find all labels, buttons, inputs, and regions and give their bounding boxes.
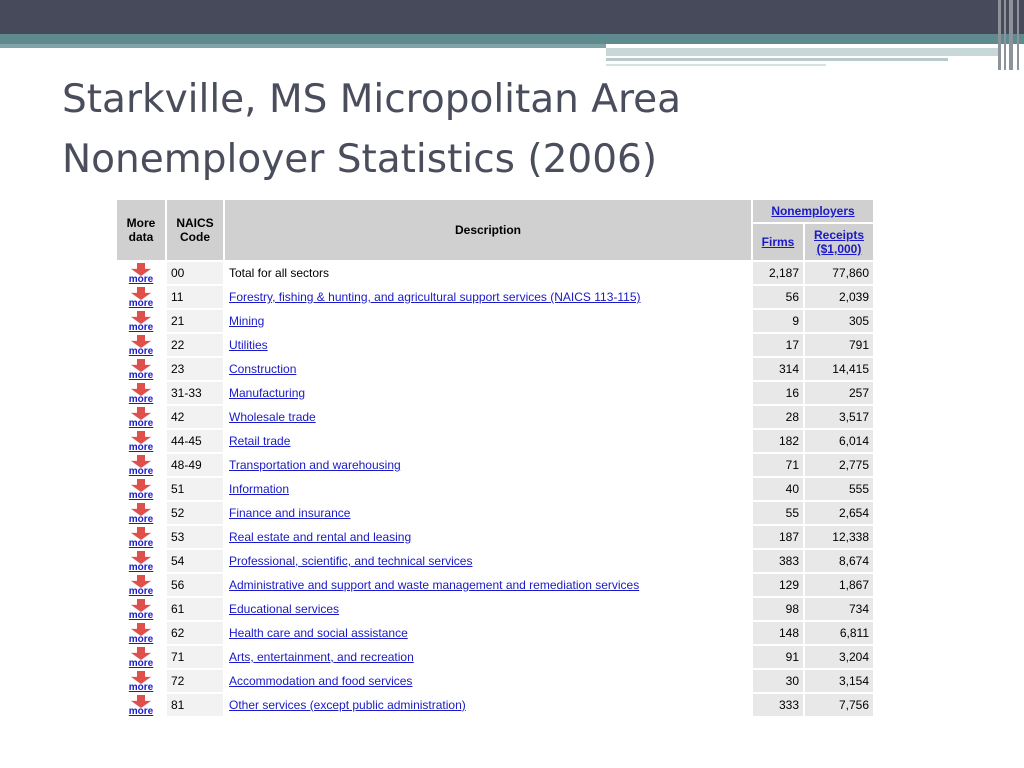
description-cell [225,310,751,332]
firms-cell: 40 [753,478,803,500]
description-cell [225,622,751,644]
more-arrow-icon[interactable] [126,455,156,475]
description-cell [225,574,751,596]
more-label: more [128,706,154,717]
receipts-cell: 3,204 [805,646,873,668]
more-arrow-icon[interactable] [126,551,156,571]
slide-accent-line [0,44,606,48]
firms-cell: 314 [753,358,803,380]
slide-title [62,70,681,190]
more-data-cell [117,310,165,332]
description-link[interactable]: Manufacturing [229,386,306,400]
firms-cell: 91 [753,646,803,668]
more-arrow-icon[interactable] [126,527,156,547]
more-label: more [128,658,154,669]
more-arrow-icon[interactable] [126,575,156,595]
description-link[interactable]: Arts, entertainment, and recreation [229,650,414,664]
more-arrow-icon[interactable] [126,503,156,523]
naics-code-cell: 21 [167,310,223,332]
receipts-cell: 2,039 [805,286,873,308]
firms-sort-link[interactable]: Firms [761,235,795,249]
table-row [117,382,873,404]
description-cell [225,550,751,572]
naics-code-cell: 51 [167,478,223,500]
table-row [117,406,873,428]
firms-cell: 55 [753,502,803,524]
more-data-cell [117,478,165,500]
description-link[interactable]: Accommodation and food services [229,674,413,688]
more-label: more [128,682,154,693]
description-cell [225,430,751,452]
naics-code-cell: 61 [167,598,223,620]
receipts-cell: 3,517 [805,406,873,428]
more-label: more [128,394,154,405]
more-data-cell [117,598,165,620]
table-row [117,358,873,380]
table-row [117,334,873,356]
more-data-cell [117,694,165,716]
more-label: more [128,442,154,453]
firms-cell: 28 [753,406,803,428]
table-row [117,646,873,668]
description-link[interactable]: Transportation and warehousing [229,458,401,472]
description-header: Description [225,200,751,260]
more-label: more [128,370,154,381]
naics-code-cell: 22 [167,334,223,356]
receipts-sort-link[interactable]: Receipts ($1,000) [813,228,865,256]
more-label: more [128,610,154,621]
more-arrow-icon[interactable] [126,599,156,619]
naics-code-cell: 54 [167,550,223,572]
naics-code-cell: 52 [167,502,223,524]
more-data-cell [117,670,165,692]
naics-code-header: NAICS Code [167,200,223,260]
table-row [117,574,873,596]
slide-accent-line [606,64,826,66]
description-cell [225,406,751,428]
firms-cell: 182 [753,430,803,452]
table-row [117,310,873,332]
more-data-cell [117,358,165,380]
description-cell [225,670,751,692]
description-link[interactable]: Utilities [229,338,268,352]
description-cell [225,334,751,356]
firms-cell: 17 [753,334,803,356]
receipts-cell: 305 [805,310,873,332]
more-data-cell [117,454,165,476]
firms-cell: 30 [753,670,803,692]
more-data-cell [117,430,165,452]
description-cell [225,694,751,716]
more-arrow-icon[interactable] [126,623,156,643]
more-data-cell [117,502,165,524]
description-link[interactable]: Forestry, fishing & hunting, and agricultural support services (NAICS 113-115) [229,290,641,304]
more-data-cell [117,526,165,548]
description-link[interactable]: Health care and social assistance [229,626,408,640]
naics-code-cell: 71 [167,646,223,668]
receipts-cell: 257 [805,382,873,404]
more-label: more [128,514,154,525]
table-row [117,526,873,548]
table-row [117,622,873,644]
firms-cell: 383 [753,550,803,572]
nonemployer-statistics-table [115,198,875,718]
more-label: more [128,346,154,357]
more-data-cell [117,334,165,356]
more-label: more [128,538,154,549]
more-arrow-icon[interactable] [126,287,156,307]
naics-code-cell: 31-33 [167,382,223,404]
more-data-cell [117,550,165,572]
receipts-cell: 1,867 [805,574,873,596]
table-row [117,670,873,692]
more-label: more [128,586,154,597]
receipts-cell: 77,860 [805,262,873,284]
description-link[interactable]: Mining [229,314,265,328]
description-cell [225,646,751,668]
table-row [117,286,873,308]
table-row [117,430,873,452]
receipts-cell: 6,811 [805,622,873,644]
description-link[interactable]: Wholesale trade [229,410,316,424]
receipts-cell: 12,338 [805,526,873,548]
more-arrow-icon[interactable] [126,695,156,715]
slide-corner-bars [996,0,1024,70]
description-cell [225,358,751,380]
firms-cell: 333 [753,694,803,716]
more-data-cell [117,262,165,284]
more-arrow-icon[interactable] [126,359,156,379]
more-arrow-icon[interactable] [126,311,156,331]
more-arrow-icon[interactable] [126,383,156,403]
description-link[interactable]: Administrative and support and waste management and remediation services [229,578,640,592]
description-cell [225,598,751,620]
receipts-cell: 791 [805,334,873,356]
more-arrow-icon[interactable] [126,671,156,691]
more-label: more [128,418,154,429]
naics-code-cell: 23 [167,358,223,380]
firms-cell: 16 [753,382,803,404]
more-arrow-icon[interactable] [126,647,156,667]
more-data-cell [117,286,165,308]
nonemployers-header [753,200,873,222]
naics-code-cell: 11 [167,286,223,308]
slide-accent-band [0,34,1024,44]
table-row [117,550,873,572]
slide-title-line-2: Nonemployer Statistics (2006) [62,137,658,182]
more-data-cell [117,574,165,596]
table-body [117,262,873,716]
naics-code-cell: 48-49 [167,454,223,476]
table-row [117,262,873,284]
more-label: more [128,634,154,645]
receipts-cell: 6,014 [805,430,873,452]
naics-code-cell: 81 [167,694,223,716]
description-link[interactable]: Finance and insurance [229,506,351,520]
naics-code-cell: 56 [167,574,223,596]
receipts-cell: 734 [805,598,873,620]
firms-cell: 9 [753,310,803,332]
receipts-cell: 3,154 [805,670,873,692]
more-arrow-icon[interactable] [126,407,156,427]
description-link[interactable]: Professional, scientific, and technical services [229,554,473,568]
description-cell [225,526,751,548]
naics-code-cell: 44-45 [167,430,223,452]
description-cell [225,382,751,404]
slide-top-bar [0,0,1024,34]
slide-accent-line [606,48,1000,56]
receipts-cell: 7,756 [805,694,873,716]
description-cell [225,478,751,500]
more-data-cell [117,382,165,404]
firms-cell: 98 [753,598,803,620]
table-row [117,478,873,500]
description-cell [225,286,751,308]
firms-cell: 71 [753,454,803,476]
table-row [117,502,873,524]
more-data-header: More data [117,200,165,260]
naics-code-cell: 42 [167,406,223,428]
description-link[interactable]: Retail trade [229,434,291,448]
more-arrow-icon[interactable] [126,335,156,355]
more-label: more [128,274,154,285]
description-link[interactable]: Construction [229,362,297,376]
naics-code-cell: 00 [167,262,223,284]
description-text: Total for all sectors [229,266,330,280]
receipts-cell: 555 [805,478,873,500]
naics-code-cell: 62 [167,622,223,644]
more-label: more [128,562,154,573]
description-link[interactable]: Educational services [229,602,340,616]
receipts-cell: 14,415 [805,358,873,380]
firms-cell: 187 [753,526,803,548]
more-arrow-icon[interactable] [126,431,156,451]
more-data-cell [117,622,165,644]
table-row [117,694,873,716]
description-link[interactable]: Other services (except public administration) [229,698,466,712]
description-link[interactable]: Information [229,482,290,496]
firms-cell: 56 [753,286,803,308]
receipts-header [805,224,873,260]
firms-cell: 129 [753,574,803,596]
more-label: more [128,298,154,309]
receipts-cell: 2,654 [805,502,873,524]
firms-cell: 148 [753,622,803,644]
more-label: more [128,466,154,477]
firms-cell: 2,187 [753,262,803,284]
more-arrow-icon[interactable] [126,479,156,499]
description-link[interactable]: Real estate and rental and leasing [229,530,412,544]
description-cell [225,502,751,524]
table-row [117,454,873,476]
naics-code-cell: 53 [167,526,223,548]
slide-title-line-1: Starkville, MS Micropolitan Area [62,77,682,122]
description-cell [225,262,751,284]
more-data-cell [117,406,165,428]
more-arrow-icon[interactable] [126,263,156,283]
table-row [117,598,873,620]
more-label: more [128,490,154,501]
nonemployers-link[interactable]: Nonemployers [771,204,855,218]
naics-code-cell: 72 [167,670,223,692]
more-data-cell [117,646,165,668]
description-cell [225,454,751,476]
more-label: more [128,322,154,333]
receipts-cell: 2,775 [805,454,873,476]
slide-accent-line [606,58,948,61]
firms-header [753,224,803,260]
receipts-cell: 8,674 [805,550,873,572]
